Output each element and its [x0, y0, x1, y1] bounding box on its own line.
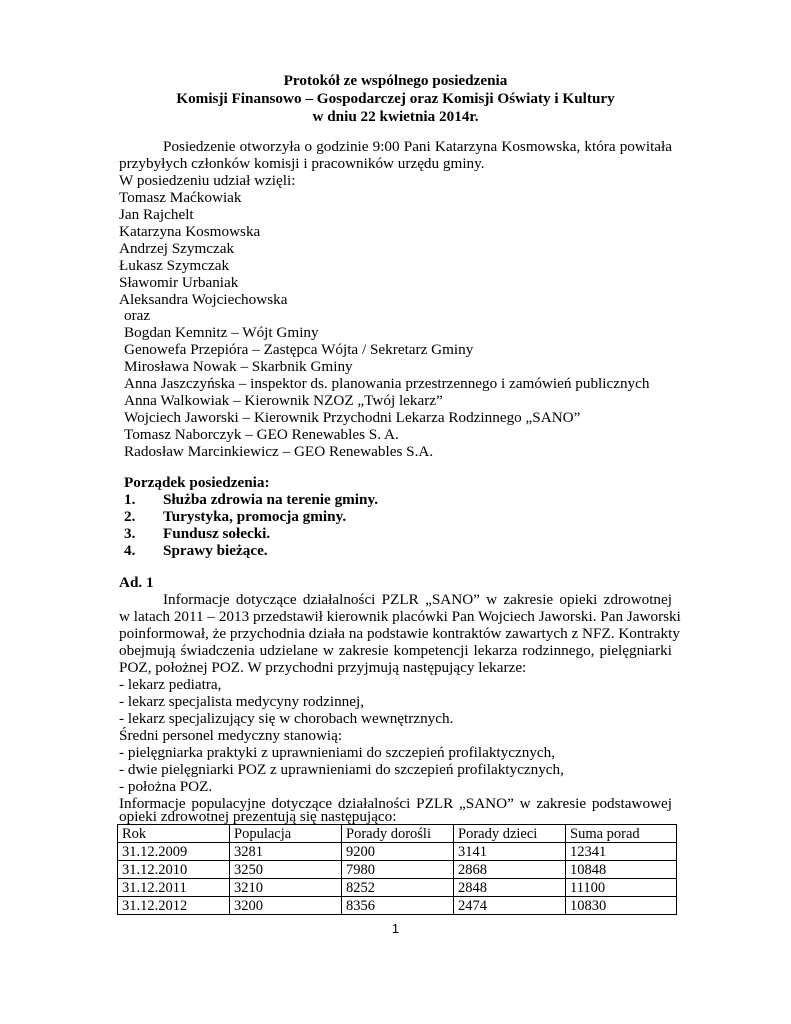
table-header-cell: Suma porad: [566, 825, 677, 843]
member-item: Aleksandra Wojciechowska: [119, 291, 288, 308]
guest-item: Radosław Marcinkiewicz – GEO Renewables S.A.: [124, 443, 434, 460]
table-row: [118, 879, 677, 897]
title-line-3: w dniu 22 kwietnia 2014r.: [312, 108, 479, 125]
ad1-paragraph-line: w latach 2011 – 2013 przedstawił kierownik placówki Pan Wojciech Jaworski. Pan Jaworski: [119, 608, 681, 625]
table-cell: 2474: [454, 897, 566, 915]
staff-list-item: - dwie pielęgniarki POZ z uprawnieniami do szczepień profilaktycznych,: [119, 761, 564, 778]
table-header-cell: Porady dzieci: [454, 825, 566, 843]
agenda-number: 4.: [124, 542, 136, 559]
agenda-item: Fundusz sołecki.: [163, 525, 271, 542]
table-cell: 31.12.2012: [118, 897, 230, 915]
guest-item: Wojciech Jaworski – Kierownik Przychodni Lekarza Rodzinnego „SANO”: [124, 409, 581, 426]
agenda-item: Turystyka, promocja gminy.: [163, 508, 347, 525]
table-cell: 8356: [342, 897, 454, 915]
table-cell: 31.12.2010: [118, 861, 230, 879]
guest-item: Genowefa Przepióra – Zastępca Wójta / Sekretarz Gminy: [124, 341, 474, 358]
staff-list-item: - położna POZ.: [119, 778, 213, 795]
opening-line-1: Posiedzenie otworzyła o godzinie 9:00 Pani Katarzyna Kosmowska, która powitała: [163, 138, 672, 155]
table-cell: 3281: [230, 843, 342, 861]
agenda-heading: Porządek posiedzenia:: [124, 474, 270, 491]
member-item: Tomasz Maćkowiak: [119, 189, 242, 206]
doctor-list-item: - lekarz specjalizujący się w chorobach wewnętrznych.: [119, 710, 454, 727]
table-cell: 3141: [454, 843, 566, 861]
title-line-2: Komisji Finansowo – Gospodarczej oraz Komisji Oświaty i Kultury: [176, 90, 615, 107]
doctor-list-item: - lekarz specjalista medycyny rodzinnej,: [119, 693, 365, 710]
table-cell: 10830: [566, 897, 677, 915]
table-cell: 8252: [342, 879, 454, 897]
participants-intro: W posiedzeniu udział wzięli:: [119, 172, 296, 189]
population-table: [117, 824, 677, 915]
agenda-number: 3.: [124, 525, 136, 542]
staff-intro: Średni personel medyczny stanowią:: [119, 727, 343, 744]
table-cell: 31.12.2011: [118, 879, 230, 897]
member-item: Jan Rajchelt: [119, 206, 194, 223]
ad1-paragraph-line: poinformował, że przychodnia działa na podstawie kontraktów zawartych z NFZ. Kontrakty: [119, 625, 680, 642]
title-line-1: Protokół ze wspólnego posiedzenia: [283, 72, 508, 89]
opening-line-2: przybyłych członków komisji i pracowników urzędu gminy.: [119, 155, 485, 172]
ad1-heading: Ad. 1: [119, 574, 154, 591]
population-intro-line-1: Informacje populacyjne dotyczące działalności PZLR „SANO” w zakresie podstawowej: [119, 795, 672, 812]
oraz-label: oraz: [124, 307, 151, 324]
ad1-paragraph-line: obejmują świadczenia udzielane w zakresie kompetencji lekarza rodzinnego, pielęgniarki: [119, 642, 672, 659]
table-cell: 11100: [566, 879, 677, 897]
table-cell: 7980: [342, 861, 454, 879]
table-cell: 3250: [230, 861, 342, 879]
population-intro-line-2: opieki zdrowotnej prezentują się następująco:: [119, 808, 397, 825]
agenda-number: 2.: [124, 508, 136, 525]
ad1-paragraph-line: Informacje dotyczące działalności PZLR „SANO” w zakresie opieki zdrowotnej: [163, 591, 672, 608]
guest-item: Anna Jaszczyńska – inspektor ds. planowania przestrzennego i zamówień publicznych: [124, 375, 650, 392]
guest-item: Bogdan Kemnitz – Wójt Gminy: [124, 324, 319, 341]
table-cell: 10848: [566, 861, 677, 879]
table-cell: 9200: [342, 843, 454, 861]
guest-item: Anna Walkowiak – Kierownik NZOZ „Twój lekarz”: [124, 392, 443, 409]
table-row: [118, 861, 677, 879]
member-item: Łukasz Szymczak: [119, 257, 230, 274]
table-cell: 3200: [230, 897, 342, 915]
doctor-list-item: - lekarz pediatra,: [119, 676, 222, 693]
guest-item: Tomasz Naborczyk – GEO Renewables S. A.: [124, 426, 399, 443]
agenda-number: 1.: [124, 491, 136, 508]
table-header-row: [118, 825, 677, 843]
table-cell: 3210: [230, 879, 342, 897]
table-row: [118, 897, 677, 915]
agenda-item: Służba zdrowia na terenie gminy.: [163, 491, 379, 508]
staff-list-item: - pielęgniarka praktyki z uprawnieniami do szczepień profilaktycznych,: [119, 744, 556, 761]
table-cell: 2868: [454, 861, 566, 879]
guest-item: Mirosława Nowak – Skarbnik Gminy: [124, 358, 353, 375]
table-header-cell: Porady dorośli: [342, 825, 454, 843]
table-header-cell: Rok: [118, 825, 230, 843]
agenda-item: Sprawy bieżące.: [163, 542, 268, 559]
ad1-paragraph-line: POZ, położnej POZ. W przychodni przyjmują następujący lekarze:: [119, 659, 527, 676]
table-cell: 31.12.2009: [118, 843, 230, 861]
table-row: [118, 843, 677, 861]
table-header-cell: Populacja: [230, 825, 342, 843]
page-number: 1: [391, 921, 400, 936]
member-item: Katarzyna Kosmowska: [119, 223, 261, 240]
member-item: Andrzej Szymczak: [119, 240, 235, 257]
member-item: Sławomir Urbaniak: [119, 274, 239, 291]
table-cell: 2848: [454, 879, 566, 897]
table-cell: 12341: [566, 843, 677, 861]
